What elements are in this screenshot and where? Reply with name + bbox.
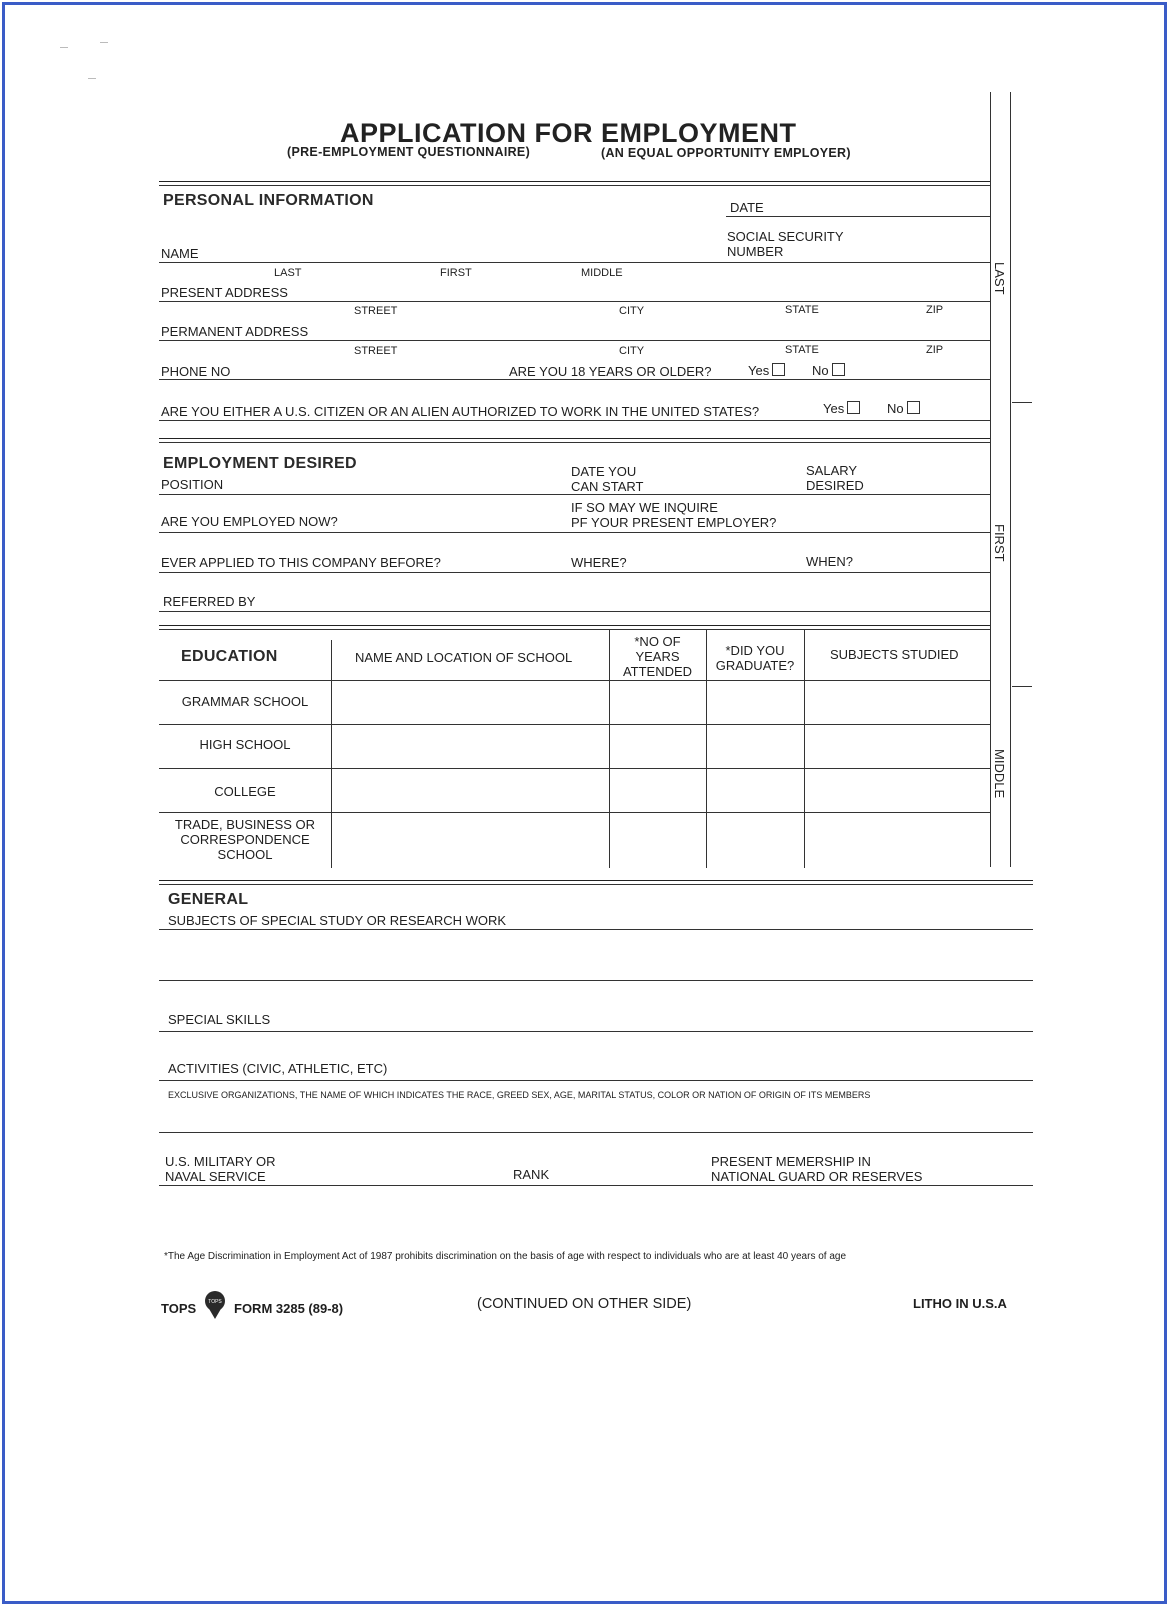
page-frame [2, 2, 1167, 1604]
section-rule [159, 880, 1033, 881]
edu-row-high-school: HIGH SCHOOL [199, 737, 291, 752]
salary-label: SALARY [806, 463, 858, 478]
age-no-checkbox[interactable] [832, 363, 845, 376]
military-label-2: NAVAL SERVICE [165, 1169, 266, 1184]
side-label-first: FIRST [992, 524, 1007, 562]
edu-row-college: COLLEGE [214, 784, 276, 799]
name-first-caption: FIRST [440, 267, 472, 279]
edu-header-line [159, 680, 990, 681]
citizen-no-option[interactable] [887, 401, 920, 416]
exclusive-orgs-line[interactable] [159, 1132, 1033, 1133]
permanent-street-caption: STREET [354, 345, 398, 357]
present-state-caption: STATE [785, 304, 819, 316]
section-rule [159, 185, 990, 186]
position-label: POSITION [161, 477, 224, 492]
permanent-zip-caption: ZIP [926, 344, 944, 356]
age-yes-label: Yes [748, 363, 770, 378]
edu-col-years-line1: *NO OF [634, 634, 681, 649]
name-line[interactable] [159, 262, 990, 263]
edu-col-graduate-line2: GRADUATE? [715, 658, 795, 673]
name-middle-caption: MIDDLE [581, 267, 623, 279]
side-strip-border [1010, 92, 1011, 867]
employment-desired-heading: EMPLOYMENT DESIRED [163, 455, 357, 472]
education-heading: EDUCATION [181, 648, 278, 665]
section-rule [159, 884, 1033, 885]
side-strip-border [990, 92, 991, 867]
edu-row-trade [159, 817, 331, 862]
side-strip-tick [1012, 402, 1032, 403]
citizen-no-checkbox[interactable] [907, 401, 920, 414]
referred-by-label: REFERRED BY [163, 594, 256, 609]
inquire-label-2: PF YOUR PRESENT EMPLOYER? [571, 515, 777, 530]
activities-label: ACTIVITIES (CIVIC, ATHLETIC, ETC) [168, 1061, 388, 1076]
edu-row-line [159, 724, 990, 725]
citizen-line [159, 420, 990, 421]
scan-speck [100, 42, 108, 43]
guard-label-2: NATIONAL GUARD OR RESERVES [711, 1169, 923, 1184]
special-skills-line[interactable] [159, 1031, 1033, 1032]
tops-brand: TOPS [161, 1301, 197, 1316]
applied-before-label: EVER APPLIED TO THIS COMPANY BEFORE? [161, 555, 441, 570]
salary-label-2: DESIRED [806, 478, 864, 493]
name-label: NAME [161, 246, 199, 261]
present-zip-caption: ZIP [926, 304, 944, 316]
inquire-label: IF SO MAY WE INQUIRE [571, 500, 718, 515]
edu-col-years-line2: YEARS [635, 649, 680, 664]
employed-now-line[interactable] [159, 532, 990, 533]
exclusive-orgs-note: EXCLUSIVE ORGANIZATIONS, THE NAME OF WHICH INDICATES THE RACE, GREED SEX, AGE, MARITAL STATUS, COLOR OR NATION OF ORIGIN OF ITS MEMBERS [168, 1090, 871, 1100]
rank-label: RANK [513, 1167, 550, 1182]
continued-note: (CONTINUED ON OTHER SIDE) [477, 1296, 692, 1312]
tops-logo-icon [204, 1290, 226, 1320]
permanent-city-caption: CITY [619, 345, 645, 357]
edu-col-graduate-line1: *DID YOU [725, 643, 785, 658]
tops-logo [204, 1290, 226, 1320]
guard-label: PRESENT MEMERSHIP IN [711, 1154, 871, 1169]
when-label: WHEN? [806, 554, 853, 569]
edu-row-trade-line1: TRADE, BUSINESS OR [174, 817, 316, 832]
section-rule [159, 181, 990, 182]
section-rule [159, 442, 990, 443]
edu-col-years [609, 634, 706, 679]
date-line[interactable] [726, 216, 990, 217]
general-heading: GENERAL [168, 891, 249, 908]
present-street-caption: STREET [354, 305, 398, 317]
permanent-address-label: PERMANENT ADDRESS [161, 324, 309, 339]
form-number: FORM 3285 (89-8) [234, 1301, 344, 1316]
edu-row-trade-line2: CORRESPONDENCE [180, 832, 310, 847]
side-label-middle: MIDDLE [992, 749, 1007, 799]
special-study-line-2[interactable] [159, 980, 1033, 981]
edu-col-graduate [706, 643, 804, 673]
edu-row-grammar: GRAMMAR SCHOOL [181, 694, 309, 709]
citizen-question: ARE YOU EITHER A U.S. CITIZEN OR AN ALIEN AUTHORIZED TO WORK IN THE UNITED STATES? [161, 404, 760, 419]
military-line[interactable] [159, 1185, 1033, 1186]
citizen-no-label: No [887, 401, 904, 416]
tops-logo-text: TOPS [208, 1299, 222, 1305]
phone-label: PHONE NO [161, 364, 231, 379]
edu-col-divider [804, 630, 805, 868]
position-line[interactable] [159, 494, 990, 495]
name-last-caption: LAST [274, 267, 302, 279]
present-address-line[interactable] [159, 301, 990, 302]
side-label-last: LAST [992, 262, 1007, 295]
form-subtitle-right: (AN EQUAL OPPORTUNITY EMPLOYER) [601, 146, 851, 160]
special-skills-label: SPECIAL SKILLS [168, 1012, 271, 1027]
scan-speck [88, 78, 96, 79]
ssn-label: SOCIAL SECURITY [727, 229, 844, 244]
permanent-address-line[interactable] [159, 340, 990, 341]
date-start-label-2: CAN START [571, 479, 644, 494]
citizen-yes-label: Yes [823, 401, 845, 416]
citizen-yes-option[interactable] [823, 401, 860, 416]
ssn-label-2: NUMBER [727, 244, 784, 259]
permanent-state-caption: STATE [785, 344, 819, 356]
referred-by-line[interactable] [159, 611, 990, 612]
section-rule [159, 438, 990, 439]
form-title: APPLICATION FOR EMPLOYMENT [340, 118, 797, 148]
edu-row-line [159, 812, 990, 813]
date-start-label: DATE YOU [571, 464, 637, 479]
form-subtitle-left: (PRE-EMPLOYMENT QUESTIONNAIRE) [287, 145, 531, 159]
scan-speck [60, 47, 68, 48]
phone-line[interactable] [159, 379, 990, 380]
where-label: WHERE? [571, 555, 627, 570]
edu-col-years-line3: ATTENDED [622, 664, 693, 679]
side-strip-tick [1012, 686, 1032, 687]
age-no-option[interactable] [812, 363, 845, 378]
edu-row-trade-line3: SCHOOL [217, 847, 273, 862]
age-discrimination-note: *The Age Discrimination in Employment Act of 1987 prohibits discrimination on the basis of age with respect to individuals who are at least 40 years of age [164, 1251, 847, 1262]
date-label: DATE [730, 200, 764, 215]
edu-col-subjects: SUBJECTS STUDIED [830, 647, 959, 662]
age-no-label: No [812, 363, 829, 378]
special-study-label: SUBJECTS OF SPECIAL STUDY OR RESEARCH WORK [168, 913, 507, 928]
employed-now-label: ARE YOU EMPLOYED NOW? [161, 514, 338, 529]
applied-before-line[interactable] [159, 572, 990, 573]
citizen-yes-checkbox[interactable] [847, 401, 860, 414]
edu-col-school: NAME AND LOCATION OF SCHOOL [355, 650, 573, 665]
special-study-line[interactable] [159, 929, 1033, 930]
edu-row-line [159, 768, 990, 769]
present-city-caption: CITY [619, 305, 645, 317]
age-yes-checkbox[interactable] [772, 363, 785, 376]
present-address-label: PRESENT ADDRESS [161, 285, 288, 300]
military-label: U.S. MILITARY OR [165, 1154, 276, 1169]
litho-note: LITHO IN U.S.A [913, 1296, 1007, 1311]
personal-info-heading: PERSONAL INFORMATION [163, 192, 374, 209]
section-rule [159, 629, 990, 630]
age-question: ARE YOU 18 YEARS OR OLDER? [509, 364, 712, 379]
age-yes-option[interactable] [748, 363, 785, 378]
edu-col-divider [331, 640, 332, 868]
activities-line[interactable] [159, 1080, 1033, 1081]
section-rule [159, 625, 990, 626]
